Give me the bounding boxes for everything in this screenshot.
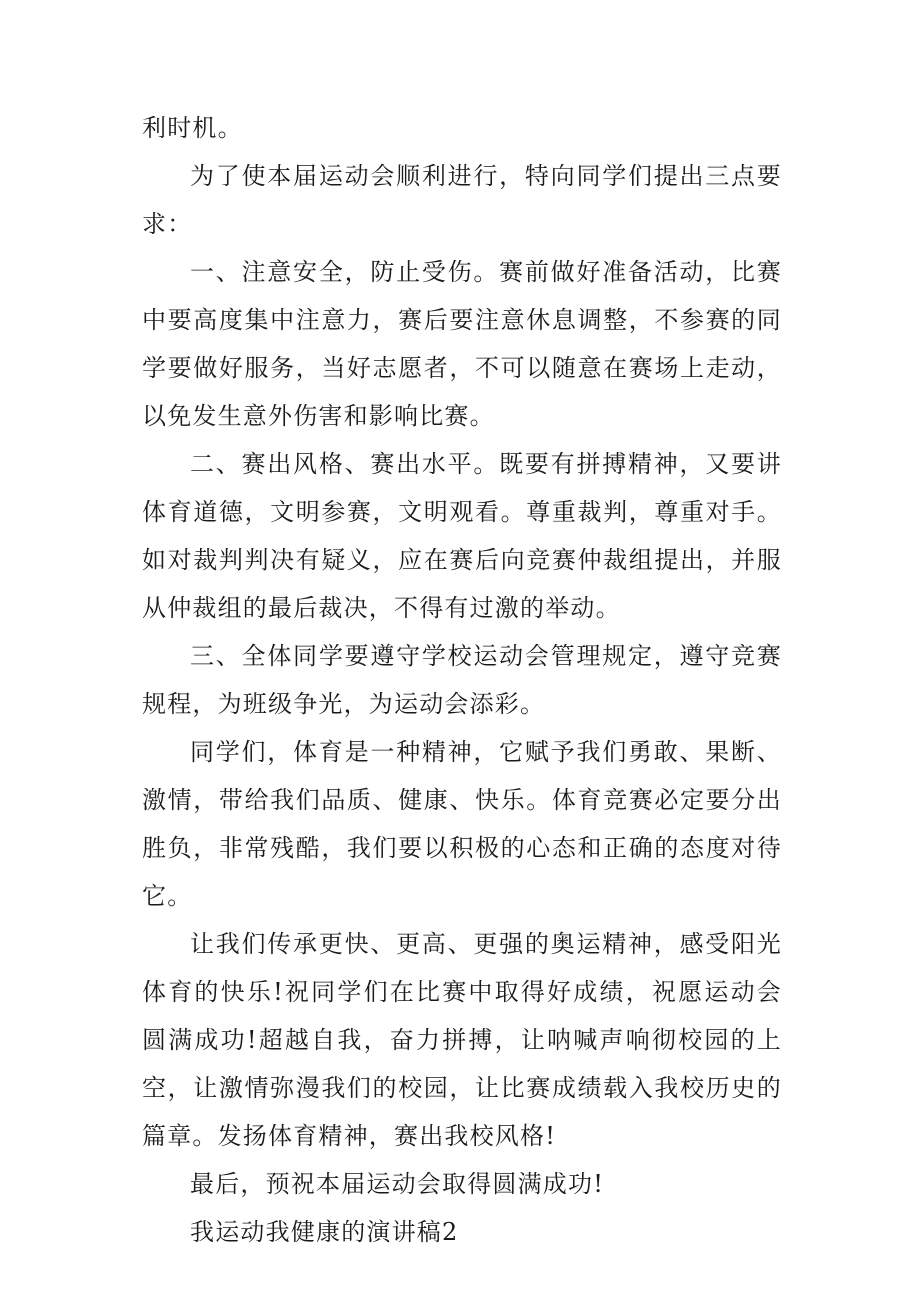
- document-body: [142, 104, 782, 1256]
- paragraph-closing: 最后，预祝本届运动会取得圆满成功!: [190, 1170, 605, 1198]
- paragraph-olympic-spirit: 让我们传承更快、更高、更强的奥运精神，感受阳光体育的快乐!祝同学们在比赛中取得好成绩，祝愿运动会圆满成功!超越自我，奋力拼搏，让呐喊声响彻校园的上空，让激情弥漫我们的校园，让比赛成绩载入我校历史的篇章。发扬体育精神，赛出我校风格!: [142, 930, 782, 1150]
- section-heading: 我运动我健康的演讲稿2: [190, 1218, 459, 1246]
- paragraph-continuation: 利时机。: [142, 114, 243, 142]
- paragraph-sports-spirit: 同学们，体育是一种精神，它赋予我们勇敢、果断、激情，带给我们品质、健康、快乐。体育竞赛必定要分出胜负，非常残酷，我们要以积极的心态和正确的态度对待它。: [142, 738, 782, 910]
- paragraph-requirement-2: 二、赛出风格、赛出水平。既要有拼搏精神，又要讲体育道德，文明参赛，文明观看。尊重裁判，尊重对手。如对裁判判决有疑义，应在赛后向竞赛仲裁组提出，并服从仲裁组的最后裁决，不得有过激的举动。: [142, 450, 782, 622]
- paragraph-requirement-1: 一、注意安全，防止受伤。赛前做好准备活动，比赛中要高度集中注意力，赛后要注意休息调整，不参赛的同学要做好服务，当好志愿者，不可以随意在赛场上走动，以免发生意外伤害和影响比赛。: [142, 258, 782, 430]
- paragraph-intro: 为了使本届运动会顺利进行，特向同学们提出三点要求：: [142, 162, 782, 238]
- paragraph-requirement-3: 三、全体同学要遵守学校运动会管理规定，遵守竞赛规程，为班级争光，为运动会添彩。: [142, 642, 782, 718]
